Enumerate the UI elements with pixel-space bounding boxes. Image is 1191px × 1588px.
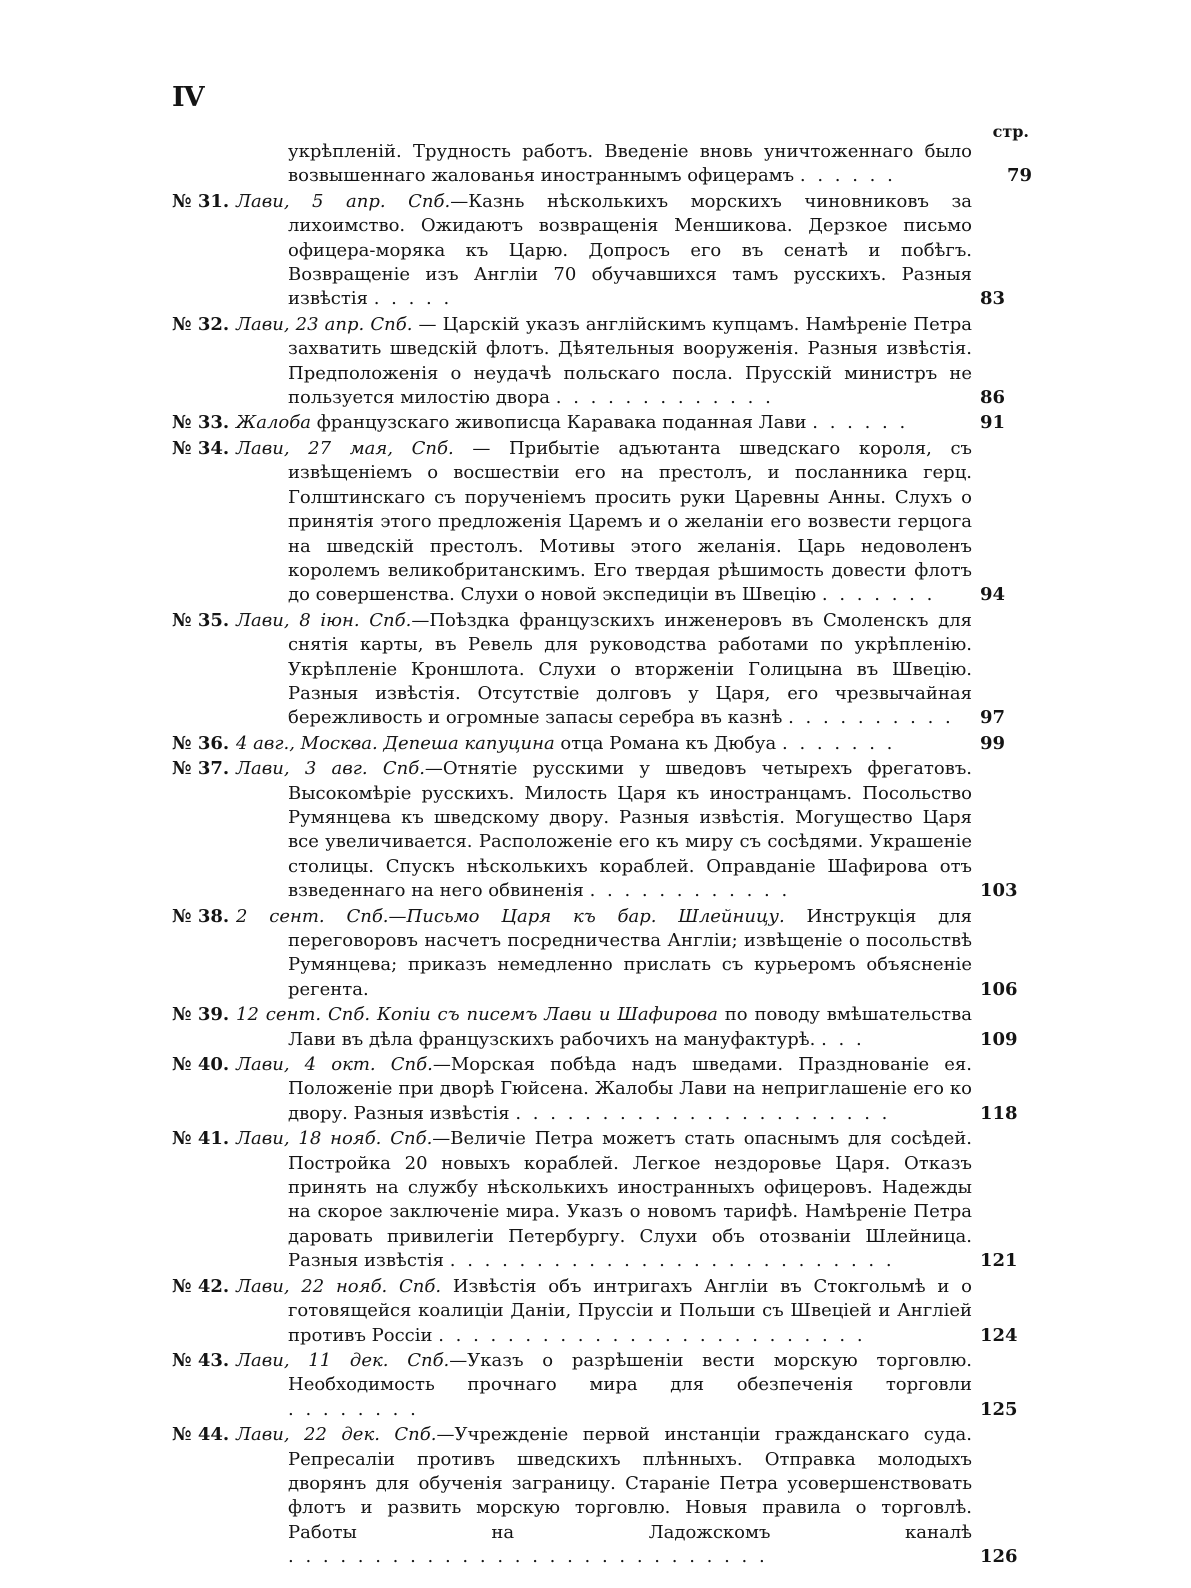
- entry-heading: 4 авг., Москва. Депеша капуцина: [236, 732, 555, 754]
- entry-body: 2 сент. Спб.—Письмо Царя къ бар. Шлейницу. Инструкція для переговоровъ насчетъ посредничества Англіи; извѣщеніе о посольствѣ Румянцева; приказъ немедленно прислать съ курьеромъ объясненіе регента. 106: [236, 905, 1018, 1000]
- leader-dots: . . . . . . . . . . . . . . . . . . . . . . . . . . . .: [288, 1546, 768, 1568]
- entry-text: Инструкція для переговоровъ насчетъ посредничества Англіи; извѣщеніе о посольствѣ Румянцева; приказъ немедленно прислать съ курьеромъ объясненіе регента.: [288, 905, 972, 1000]
- entry-heading: Лави, 23 апр. Спб.: [236, 313, 413, 335]
- entry-body: Лави, 4 окт. Спб.—Морская побѣда надъ шведами. Празднованіе ея. Положеніе при дворѣ Гюйсена. Жалобы Лави на неприглашеніе его ко двору. Разныя извѣстія . . . . . . . . . . . . . . . . . . . . . . 118: [236, 1054, 1018, 1124]
- leader-dots: . . .: [821, 1028, 865, 1050]
- entry-heading: Лави, 22 нояб. Спб.: [236, 1275, 442, 1297]
- toc-entry: [172, 437, 1032, 608]
- entry-number: № 44.: [172, 1424, 230, 1446]
- entry-heading: Лави, 18 нояб. Спб.: [236, 1128, 433, 1150]
- entry-heading: Лави, 4 окт. Спб.: [236, 1054, 433, 1076]
- entry-number: № 38.: [172, 905, 230, 927]
- entry-text: —Морская побѣда надъ шведами. Празднованіе ея. Положеніе при дворѣ Гюйсена. Жалобы Лави на неприглашеніе его ко двору. Разныя извѣстія: [288, 1054, 973, 1124]
- entry-heading: Лави, 8 іюн. Спб.: [236, 609, 412, 631]
- entry-body: Лави, 22 дек. Спб.—Учрежденіе первой инстанціи гражданскаго суда. Репресаліи противъ шведскихъ плѣнныхъ. Отправка молодыхъ дворянъ для обученія заграницу. Стараніе Петра усовершенствовать флотъ и развить морскую торговлю. Новыя правила о торговлѣ. Работы на Ладожскомъ каналѣ . . . . . . . . . . . . . . . . . . . . . . . . . . . . 126: [236, 1424, 1018, 1568]
- entry-body: Лави, 22 нояб. Спб. Извѣстія объ интригахъ Англіи въ Стокгольмѣ и о готовящейся коалиціи Даніи, Пруссіи и Польши съ Швеціей и Англіей противъ Россіи . . . . . . . . . . . . . . . . . . . . . . . . . 124: [236, 1275, 1018, 1346]
- toc-entry: [172, 609, 1032, 731]
- entry-text: — Прибытіе адъютанта шведскаго короля, съ извѣщеніемъ о восшествіи его на престолъ, и посланника герц. Голштинскаго съ порученіемъ просить руки Царевны Анны. Слухъ о принятія этого предложенія Царемъ и о желаніи его возвести герцога на шведскій престолъ. Мотивы этого желанія. Царь недоволенъ королемъ великобританскимъ. Его твердая рѣшимость довести флотъ до совершенства. Слухи о новой экспедиціи въ Швецію: [288, 437, 972, 606]
- toc-entry: [172, 732, 1032, 756]
- toc-entry: [172, 1127, 1032, 1273]
- entry-text: —Поѣздка французскихъ инженеровъ въ Смоленскъ для снятія карты, въ Ревель для руководства работами по укрѣпленію. Укрѣпленіе Кроншлота. Слухи о вторженіи Голицына въ Швецію. Разныя извѣстія. Отсутствіе долговъ у Царя, его чрезвычайная бережливость и огромные запасы серебра въ казнѣ: [288, 609, 972, 729]
- entry-body: Лави, 11 дек. Спб.—Указъ о разрѣшеніи вести морскую торговлю. Необходимость прочнаго мира для обезпеченія торговли . . . . . . . . 125: [236, 1349, 1018, 1420]
- entry-text: укрѣпленій. Трудность работъ. Введеніе вновь уничтоженнаго было возвышеннаго жалованья иностраннымъ офицерамъ: [288, 141, 972, 187]
- leader-dots: . . . . . . . . . . . . . . . . . . . . . . . . .: [438, 1324, 866, 1346]
- leader-dots: . . . . . . . . . . . . .: [555, 387, 774, 409]
- entry-body: Лави, 27 мая, Спб. — Прибытіе адъютанта шведскаго короля, съ извѣщеніемъ о восшествіи его на престолъ, и посланника герц. Голштинскаго съ порученіемъ просить руки Царевны Анны. Слухъ о принятія этого предложенія Царемъ и о желаніи его возвести герцога на шведскій престолъ. Мотивы этого желанія. Царь недоволенъ королемъ великобританскимъ. Его твердая рѣшимость довести флотъ до совершенства. Слухи о новой экспедиціи въ Швецію . . . . . . . 94: [236, 437, 1006, 606]
- leader-dots: . . . . . .: [799, 165, 896, 187]
- entry-number: № 40.: [172, 1054, 230, 1076]
- entry-number: № 42.: [172, 1275, 230, 1297]
- toc-entry: [172, 1275, 1032, 1348]
- entry-heading: Лави, 3 авг. Спб.: [236, 758, 425, 780]
- leader-dots: . . . . . . . .: [288, 1398, 419, 1420]
- entry-number: № 35.: [172, 609, 230, 631]
- toc-entry: [172, 757, 1032, 903]
- entry-body: [236, 140, 1032, 189]
- entry-heading: Лави, 5 апр. Спб.: [236, 190, 451, 212]
- entry-number: № 39.: [172, 1004, 230, 1026]
- page-number: IV: [172, 82, 204, 113]
- toc-entry: [172, 1003, 1032, 1052]
- leader-dots: . . . . . . . . . . . . . . . . . . . . . .: [515, 1102, 891, 1124]
- toc-entry: [172, 313, 1032, 411]
- toc-entry: [172, 190, 1032, 312]
- toc-entry: [172, 1423, 1032, 1569]
- toc-entry: [172, 905, 1032, 1003]
- entry-body: Жалоба французскаго живописца Каравака поданная Лави . . . . . . 91: [236, 412, 1006, 434]
- toc-entry: [172, 1349, 1032, 1422]
- entry-number: № 36.: [172, 732, 230, 754]
- entry-body: Лави, 23 апр. Спб. — Царскій указъ англійскимъ купцамъ. Намѣреніе Петра захватить шведскій флотъ. Дѣятельныя вооруженія. Разныя извѣстія. Предположенія о неудачѣ польскаго посла. Прусскій министръ не пользуется милостію двора . . . . . . . . . . . . . 86: [236, 313, 1006, 409]
- entry-heading: Жалоба: [236, 412, 311, 434]
- entry-text: отца Романа къ Дюбуа: [554, 732, 777, 754]
- leader-dots: . . . . .: [373, 288, 453, 310]
- toc-entry: [172, 140, 1032, 189]
- leader-dots: . . . . . . .: [782, 732, 896, 754]
- entry-text: —Указъ о разрѣшеніи вести морскую торговлю. Необходимость прочнаго мира для обезпеченія торговли: [288, 1349, 972, 1396]
- entry-number: № 32.: [172, 313, 230, 335]
- entry-body: Лави, 5 апр. Спб.—Казнь нѣсколькихъ морскихъ чиновниковъ за лихоимство. Ожидаютъ возвращенія Меншикова. Дерзкое письмо офицера-моряка къ Царю. Допросъ его въ сенатѣ и побѣгъ. Возвращеніе изъ Англіи 70 обучавшихся тамъ русскихъ. Разныя извѣстія . . . . . 83: [236, 190, 1006, 310]
- entry-text: по поводу вмѣшательства Лави въ дѣла французскихъ рабочихъ на мануфактурѣ.: [288, 1004, 972, 1050]
- entry-text: —Казнь нѣсколькихъ морскихъ чиновниковъ за лихоимство. Ожидаютъ возвращенія Меншикова. Дерзкое письмо офицера-моряка къ Царю. Допросъ его въ сенатѣ и побѣгъ. Возвращеніе изъ Англіи 70 обучавшихся тамъ русскихъ. Разныя извѣстія: [288, 190, 972, 310]
- entry-body: 4 авг., Москва. Депеша капуцина отца Романа къ Дюбуа . . . . . . . 99: [236, 732, 1006, 754]
- entry-text: Извѣстія объ интригахъ Англіи въ Стокгольмѣ и о готовящейся коалиціи Даніи, Пруссіи и Польши съ Швеціей и Англіей противъ Россіи: [288, 1275, 972, 1346]
- leader-dots: . . . . . . . . . .: [788, 707, 954, 729]
- entry-number: № 43.: [172, 1349, 230, 1371]
- page-column-label: стр.: [992, 122, 1029, 141]
- entry-heading: 12 сент. Спб. Копіи съ писемъ Лави и Шафирова: [236, 1004, 718, 1026]
- entry-number: № 33.: [172, 412, 230, 434]
- entry-body: 12 сент. Спб. Копіи съ писемъ Лави и Шафирова по поводу вмѣшательства Лави въ дѣла французскихъ рабочихъ на мануфактурѣ. . . . 109: [236, 1004, 1018, 1050]
- entry-number: № 41.: [172, 1128, 230, 1150]
- entry-body: Лави, 3 авг. Спб.—Отнятіе русскими у шведовъ четырехъ фрегатовъ. Высокомѣріе русскихъ. Милость Царя къ иностранцамъ. Посольство Румянцева къ шведскому двору. Разныя извѣстія. Могущество Царя все увеличивается. Расположеніе его къ миру съ сосѣдями. Украшеніе столицы. Спускъ нѣсколькихъ кораблей. Оправданіе Шафирова отъ взведеннаго на него обвиненія . . . . . . . . . . . . 103: [236, 758, 1018, 902]
- entry-number: № 31.: [172, 190, 230, 212]
- leader-dots: . . . . . . . . . . . .: [589, 880, 791, 902]
- toc-entry: [172, 411, 1032, 435]
- entry-text: —Учрежденіе первой инстанціи гражданскаго суда. Репресаліи противъ шведскихъ плѣнныхъ. Отправка молодыхъ дворянъ для обученія заграницу. Стараніе Петра усовершенствовать флотъ и развить морскую торговлю. Новыя правила о торговлѣ. Работы на Ладожскомъ каналѣ: [288, 1424, 972, 1543]
- entry-heading: Лави, 27 мая, Спб.: [236, 437, 454, 459]
- entry-heading: Лави, 11 дек. Спб.: [236, 1349, 450, 1371]
- leader-dots: . . . . . . .: [821, 584, 936, 606]
- entry-number: № 37.: [172, 758, 230, 780]
- entry-number: № 34.: [172, 437, 230, 459]
- entry-heading: Лави, 22 дек. Спб.: [236, 1424, 437, 1446]
- entry-heading: 2 сент. Спб.—Письмо Царя къ бар. Шлейницу.: [236, 905, 785, 927]
- entry-body: Лави, 18 нояб. Спб.—Величіе Петра можетъ стать опаснымъ для сосѣдей. Постройка 20 новыхъ кораблей. Легкое нездоровье Царя. Отказъ принять на службу нѣсколькихъ иностранныхъ офицеровъ. Надежды на скорое заключеніе мира. Указъ о новомъ тарифѣ. Намѣреніе Петра даровать привилегіи Петербургу. Слухи объ отозваніи Шлейница. Разныя извѣстія . . . . . . . . . . . . . . . . . . . . . . . . . . 121: [236, 1128, 1018, 1272]
- entry-text: —Отнятіе русскими у шведовъ четырехъ фрегатовъ. Высокомѣріе русскихъ. Милость Царя къ иностранцамъ. Посольство Румянцева къ шведскому двору. Разныя извѣстія. Могущество Царя все увеличивается. Расположеніе его къ миру съ сосѣдями. Украшеніе столицы. Спускъ нѣсколькихъ кораблей. Оправданіе Шафирова отъ взведеннаго на него обвиненія: [288, 758, 972, 902]
- entry-text: —Величіе Петра можетъ стать опаснымъ для сосѣдей. Постройка 20 новыхъ кораблей. Легкое нездоровье Царя. Отказъ принять на службу нѣсколькихъ иностранныхъ офицеровъ. Надежды на скорое заключеніе мира. Указъ о новомъ тарифѣ. Намѣреніе Петра даровать привилегіи Петербургу. Слухи объ отозваніи Шлейница. Разныя извѣстія: [288, 1128, 972, 1272]
- leader-dots: . . . . . .: [812, 412, 909, 434]
- leader-dots: . . . . . . . . . . . . . . . . . . . . . . . . . .: [449, 1250, 895, 1272]
- entry-number: [172, 140, 236, 189]
- entry-text: французскаго живописца Каравака поданная Лави: [310, 412, 807, 434]
- entry-text: — Царскій указъ англійскимъ купцамъ. Намѣреніе Петра захватить шведскій флотъ. Дѣятельныя вооруженія. Разныя извѣстія. Предположенія о неудачѣ польскаго посла. Прусскій министръ не пользуется милостію двора: [288, 313, 972, 409]
- entry-body: Лави, 8 іюн. Спб.—Поѣздка французскихъ инженеровъ въ Смоленскъ для снятія карты, въ Ревель для руководства работами по укрѣпленію. Укрѣпленіе Кроншлота. Слухи о вторженіи Голицына въ Швецію. Разныя извѣстія. Отсутствіе долговъ у Царя, его чрезвычайная бережливость и огромные запасы серебра въ казнѣ . . . . . . . . . . 97: [236, 609, 1006, 729]
- toc-entry: [172, 1053, 1032, 1126]
- entry-page-number: 79: [1007, 164, 1032, 188]
- table-of-contents: [172, 140, 1032, 1571]
